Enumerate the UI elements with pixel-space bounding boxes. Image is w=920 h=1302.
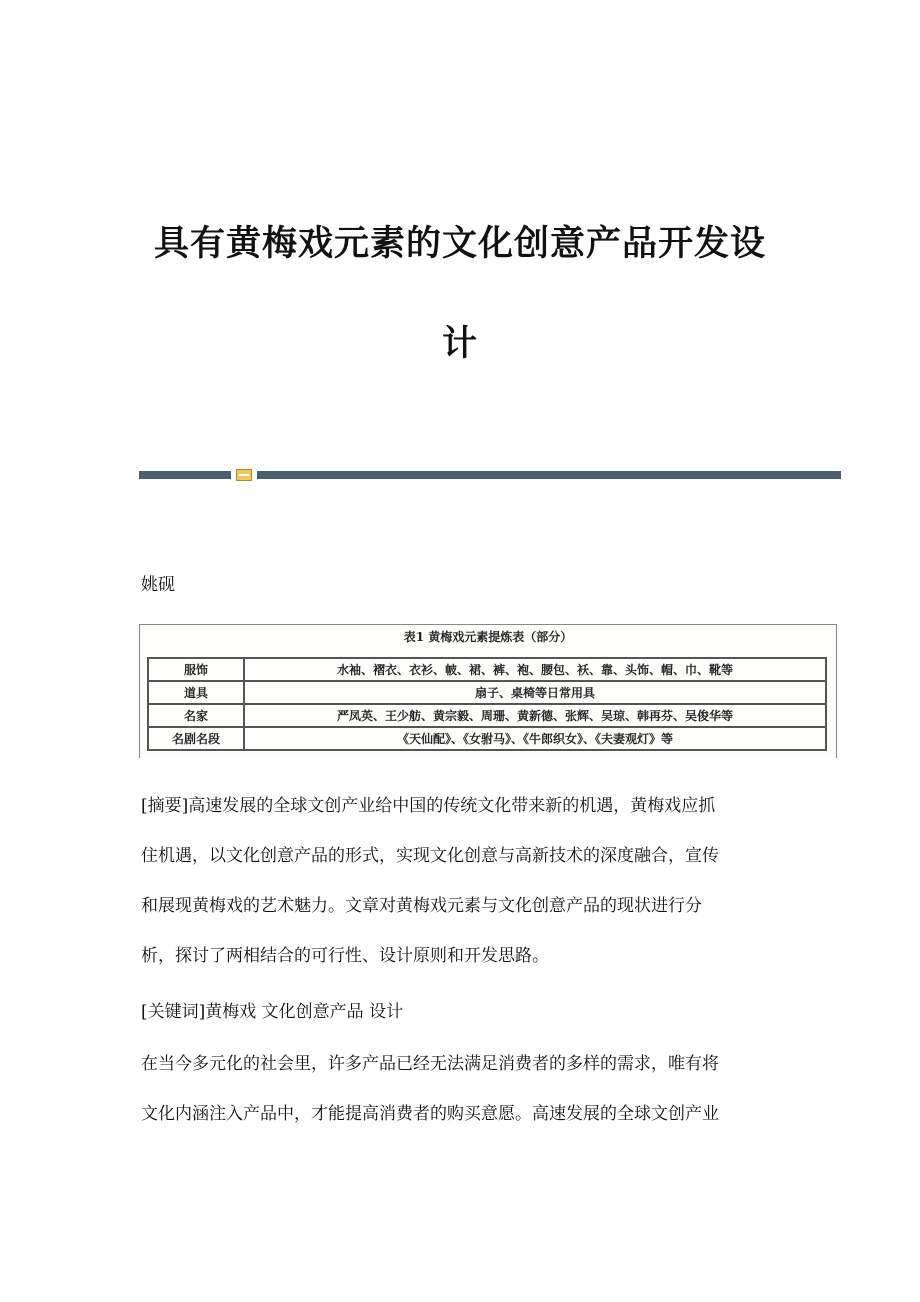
table-cell-category: 服饰 xyxy=(148,658,244,681)
abstract-line: 住机遇，以文化创意产品的形式，实现文化创意与高新技术的深度融合，宣传 xyxy=(141,846,719,866)
table-row xyxy=(148,681,826,704)
table-cell-content: 《天仙配》、《女驸马》、《牛郎织女》、《夫妻观灯》等 xyxy=(244,727,826,750)
document-title-line-2: 计 xyxy=(441,323,478,364)
author-name: 姚砚 xyxy=(141,575,175,595)
body-line: 在当今多元化的社会里，许多产品已经无法满足消费者的多样的需求，唯有将 xyxy=(141,1054,719,1074)
keywords-line: [关键词]黄梅戏 文化创意产品 设计 xyxy=(141,1002,404,1022)
document-title-line-1: 具有黄梅戏元素的文化创意产品开发设 xyxy=(153,223,766,264)
table-cell-content: 扇子、桌椅等日常用具 xyxy=(244,681,826,704)
title-divider-left xyxy=(139,471,231,479)
abstract-line: 和展现黄梅戏的艺术魅力。文章对黄梅戏元素与文化创意产品的现状进行分 xyxy=(141,896,702,916)
table-caption: 表1 黄梅戏元素提炼表（部分） xyxy=(403,630,573,644)
title-divider-right xyxy=(257,471,841,479)
abstract-line: 析，探讨了两相结合的可行性、设计原则和开发思路。 xyxy=(141,946,549,966)
table-row xyxy=(148,727,826,750)
table-cell-category: 道具 xyxy=(148,681,244,704)
table-row xyxy=(148,704,826,727)
envelope-icon xyxy=(236,469,252,481)
table-cell-content: 严凤英、王少舫、黄宗毅、周珊、黄新德、张辉、吴琼、韩再芬、吴俊华等 xyxy=(244,704,826,727)
element-table xyxy=(147,657,827,751)
table-cell-category: 名家 xyxy=(148,704,244,727)
body-line: 文化内涵注入产品中，才能提高消费者的购买意愿。高速发展的全球文创产业 xyxy=(141,1104,719,1124)
abstract-line: [摘要]高速发展的全球文创产业给中国的传统文化带来新的机遇，黄梅戏应抓 xyxy=(141,796,716,816)
table-cell-content: 水袖、褶衣、衣衫、帔、裙、裤、袍、腰包、袄、靠、头饰、帽、巾、靴等 xyxy=(244,658,826,681)
table-cell-category: 名剧名段 xyxy=(148,727,244,750)
table-row xyxy=(148,658,826,681)
element-table-figure xyxy=(139,624,837,758)
